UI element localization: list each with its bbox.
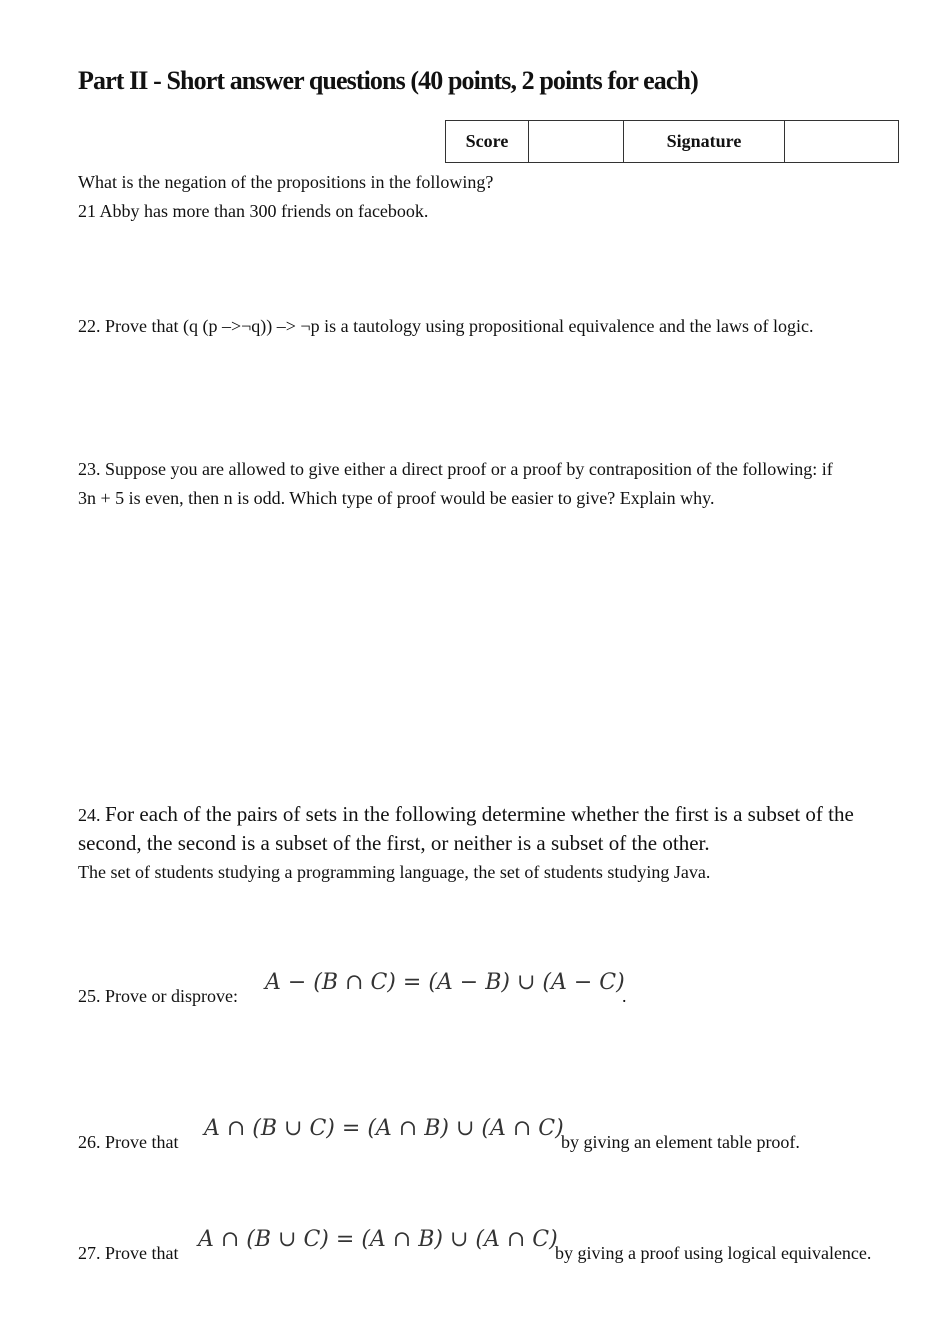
question-22: 22. Prove that (q (p –>¬q)) –> ¬p is a tautology using propositional equivalence and the laws of logic.: [78, 316, 814, 336]
signature-label: Signature: [624, 121, 785, 163]
question-21: 21 Abby has more than 300 friends on facebook.: [78, 201, 429, 221]
question-24-line-1: [78, 800, 854, 830]
question-27-formula: A ∩ (B ∪ C) = (A ∩ B) ∪ (A ∩ C): [198, 1227, 558, 1252]
question-26-suffix: by giving an element table proof.: [561, 1132, 800, 1152]
question-27-label: 27. Prove that: [78, 1243, 179, 1263]
signature-value-cell[interactable]: [785, 121, 899, 163]
question-26-label: 26. Prove that: [78, 1132, 179, 1152]
question-27-suffix: by giving a proof using logical equivalence.: [555, 1243, 872, 1263]
page-title: Part II - Short answer questions (40 points, 2 points for each): [78, 66, 698, 95]
negation-intro: What is the negation of the propositions in the following?: [78, 172, 494, 192]
question-24-line-2: second, the second is a subset of the first, or neither is a subset of the other.: [78, 831, 710, 855]
question-23-line-2: 3n + 5 is even, then n is odd. Which type of proof would be easier to give? Explain why.: [78, 488, 715, 508]
question-24-text-1: For each of the pairs of sets in the following determine whether the first is a subset of the: [105, 802, 854, 826]
question-24-number: 24.: [78, 805, 105, 825]
question-26-formula: A ∩ (B ∪ C) = (A ∩ B) ∪ (A ∩ C): [204, 1116, 564, 1141]
question-25-formula: A − (B ∩ C) = (A − B) ∪ (A − C): [265, 970, 625, 995]
score-value-cell[interactable]: [529, 121, 624, 163]
question-23-line-1: 23. Suppose you are allowed to give either a direct proof or a proof by contraposition of the following: if: [78, 459, 833, 479]
question-24-line-3: The set of students studying a programming language, the set of students studying Java.: [78, 862, 711, 882]
question-25-label: 25. Prove or disprove:: [78, 986, 238, 1006]
score-table: [445, 120, 899, 163]
question-25-suffix: .: [622, 986, 627, 1006]
score-label: Score: [446, 121, 529, 163]
